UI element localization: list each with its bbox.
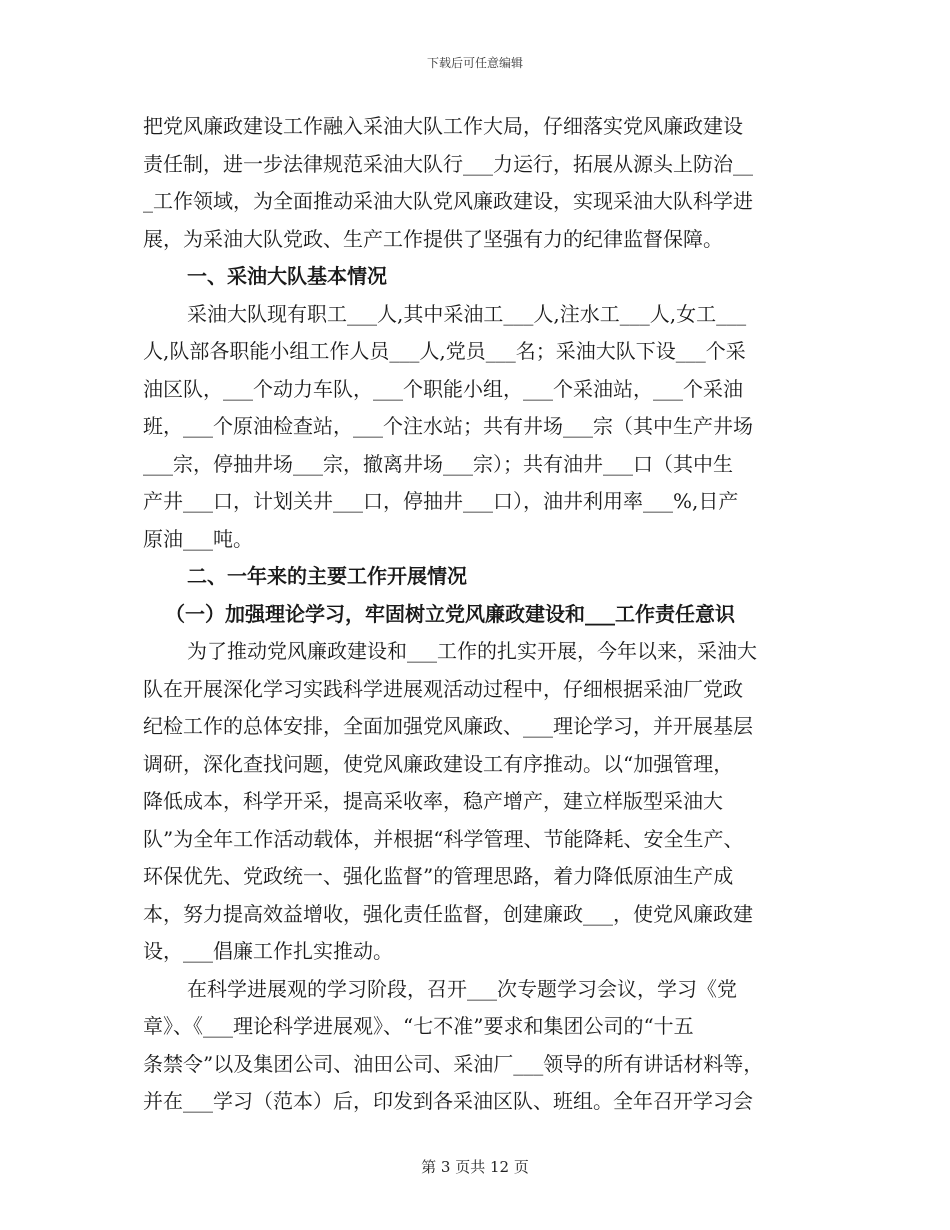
- text-line: ___宗，停抽井场___宗，撤离井场___宗）；共有油井___口（其中生: [143, 451, 733, 476]
- text-line: 油区队，___个动力车队，___个职能小组，___个采油站，___个采油: [143, 376, 743, 401]
- text-line: 条禁令”以及集团公司、油田公司、采油厂___领导的所有讲话材料等，: [143, 1051, 764, 1076]
- text-line: 本，努力提高效益增收，强化责任监督，创建廉政___，使党风廉政建: [143, 901, 753, 926]
- page-header: 下载后可任意编辑: [426, 56, 523, 70]
- text-line: 人,队部各职能小组工作人员___人,党员___名；采油大队下设___个采: [143, 339, 746, 363]
- text-line: 采油大队现有职工___人,其中采油工___人,注水工___人,女工___: [187, 301, 747, 326]
- text-line: 责任制，进一步法律规范采油大队行___力运行，拓展从源头上防治__: [143, 151, 753, 176]
- text-line: 原油___吨。: [143, 526, 253, 551]
- text-line: 在科学进展观的学习阶段，召开___次专题学习会议，学习《党: [187, 976, 737, 1001]
- subsection-heading-1: （一）加强理论学习，牢固树立党风廉政建设和___工作责任意识: [165, 601, 735, 626]
- text-line: 队”为全年工作活动载体，并根据“科学管理、节能降耗、安全生产、: [143, 826, 744, 851]
- text-line: 产井___口，计划关井___口，停抽井___口），油井利用率___%,日产: [143, 489, 739, 513]
- text-line: 降低成本，科学开采，提高采收率，稳产增产，建立样版型采油大: [143, 789, 723, 813]
- document-body: [143, 108, 811, 1121]
- text-line: 把党风廉政建设工作融入采油大队工作大局，仔细落实党风廉政建设: [143, 114, 743, 138]
- text-line: 为了推动党风廉政建设和___工作的扎实开展，今年以来，采油大: [187, 639, 757, 663]
- text-line: 并在___学习（范本）后，印发到各采油区队、班组。全年召开学习会: [143, 1089, 753, 1113]
- section-heading-2: 二、一年来的主要工作开展情况: [187, 564, 467, 588]
- text-line: 纪检工作的总体安排，全面加强党风廉政、___理论学习，并开展基层: [143, 714, 753, 738]
- text-line: 队在开展深化学习实践科学进展观活动过程中，仔细根据采油厂党政: [143, 676, 743, 701]
- text-line: 环保优先、党政统一、强化监督”的管理思路，着力降低原油生产成: [143, 864, 734, 888]
- text-line: 展，为采油大队党政、生产工作提供了坚强有力的纪律监督保障。: [143, 226, 723, 251]
- text-line: 班，___个原油检查站，___个注水站；共有井场___宗（其中生产井场: [143, 414, 753, 438]
- page-footer: 第 3 页共 12 页: [421, 1158, 529, 1176]
- text-line: 设，___倡廉工作扎实推动。: [143, 939, 393, 963]
- text-line: 章》、《___理论科学进展观》、“七不准”要求和集团公司的“十五: [143, 1014, 694, 1038]
- text-line: _工作领域，为全面推动采油大队党风廉政建设，实现采油大队科学进: [143, 189, 753, 213]
- text-line: 调研，深化查找问题，使党风廉政建设工有序推动。以“加强管理，: [143, 751, 734, 776]
- section-heading-1: 一、采油大队基本情况: [187, 264, 387, 288]
